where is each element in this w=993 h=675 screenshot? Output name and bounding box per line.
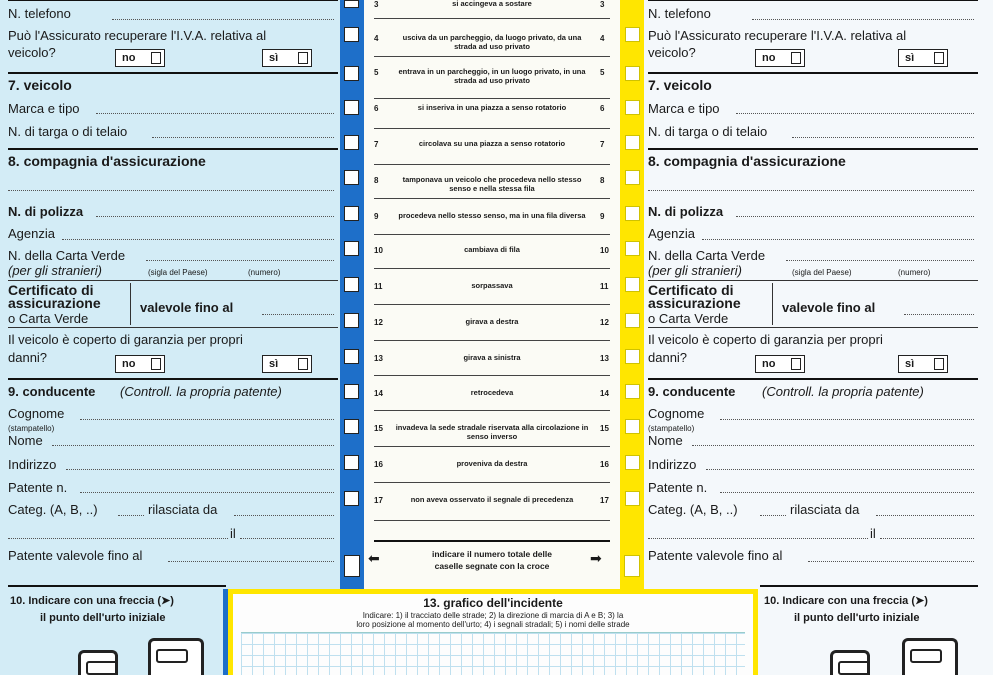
checkbox-a-11[interactable]	[344, 277, 359, 292]
section-10-b-title: 10. Indicare con una freccia (➤)	[764, 595, 928, 607]
patente-valevole-b-label: Patente valevole fino al	[648, 548, 783, 563]
circumstance-row-5	[364, 64, 620, 98]
numero-label: (numero)	[248, 268, 281, 277]
circumstance-number-b: 13	[600, 354, 609, 363]
circumstance-row-14	[364, 385, 620, 419]
checkbox-a-total[interactable]	[344, 555, 360, 577]
valevole-b-field[interactable]	[904, 314, 974, 315]
circumstance-number-b: 12	[600, 318, 609, 327]
targa-b-field[interactable]	[792, 137, 974, 138]
circumstance-number-b: 16	[600, 460, 609, 469]
il-b-field[interactable]	[880, 538, 974, 539]
circumstance-text: girava a destra	[465, 317, 519, 326]
circumstance-text: cambiava di fila	[464, 245, 520, 254]
stranieri-label: (per gli stranieri)	[8, 263, 102, 278]
checkbox-b-11[interactable]	[625, 277, 640, 292]
numero-b-label: (numero)	[898, 268, 931, 277]
garanzia-no-checkbox[interactable]: no	[115, 355, 165, 373]
circumstance-divider	[374, 164, 610, 165]
circumstance-row-10	[364, 242, 620, 276]
circumstance-divider	[374, 375, 610, 376]
truck-front-icon[interactable]	[148, 638, 204, 675]
rilasciata-b-field[interactable]	[876, 515, 974, 516]
garanzia-b-question: Il veicolo è coperto di garanzia per propri	[648, 332, 883, 347]
checkbox-a-5[interactable]	[344, 66, 359, 81]
indirizzo-b-field[interactable]	[706, 469, 974, 470]
stampatello-b-label: (stampatello)	[648, 424, 695, 433]
polizza-field[interactable]	[96, 216, 334, 217]
checkbox-b-9[interactable]	[625, 206, 640, 221]
circumstance-divider	[374, 482, 610, 483]
circumstance-number-a: 13	[374, 354, 383, 363]
circumstance-row-11	[364, 278, 620, 312]
checkbox-a-12[interactable]	[344, 313, 359, 328]
circumstance-number-b: 3	[600, 0, 605, 9]
targa-b-label: N. di targa o di telaio	[648, 124, 768, 139]
circumstance-divider	[374, 56, 610, 57]
circumstance-divider	[374, 198, 610, 199]
circumstance-number-a: 6	[374, 104, 379, 113]
circumstance-number-a: 12	[374, 318, 383, 327]
section-7-title: 7. veicolo	[8, 77, 72, 93]
circumstance-number-b: 11	[600, 282, 609, 291]
section-8-title: 8. compagnia d'assicurazione	[8, 153, 206, 169]
checkbox-b-10[interactable]	[625, 241, 640, 256]
iva-b-no-checkbox[interactable]: no	[755, 49, 805, 67]
totale-box	[364, 540, 620, 580]
checkbox-a-3[interactable]	[344, 0, 359, 8]
circumstance-row-3	[364, 0, 620, 30]
marca-field[interactable]	[96, 113, 334, 114]
graph-note-2: loro posizione al momento dell'urto; 4) i segnali stradali; 5) i nomi delle strade	[356, 620, 630, 629]
circumstance-text: circolava su una piazza a senso rotatorio	[418, 139, 566, 148]
checkbox-b-15[interactable]	[625, 419, 640, 434]
circumstance-text: entrava in un parcheggio, in un luogo privato, in una strada ad uso privato	[398, 67, 586, 85]
section-10-b-subtitle: il punto dell'urto iniziale	[794, 612, 920, 624]
checkbox-b-total[interactable]	[624, 555, 640, 577]
garanzia-si-checkbox[interactable]: sì	[262, 355, 312, 373]
circumstance-number-b: 14	[600, 389, 609, 398]
circumstances-list	[364, 0, 620, 590]
circumstance-number-b: 17	[600, 496, 609, 505]
checkbox-a-8[interactable]	[344, 170, 359, 185]
circumstance-number-b: 5	[600, 68, 605, 77]
patente-label: Patente n.	[8, 480, 68, 495]
agenzia-field[interactable]	[62, 239, 334, 240]
circumstance-row-9	[364, 208, 620, 242]
car-front-b-icon[interactable]	[830, 650, 870, 675]
categ-label: Categ. (A, B, ..)	[8, 502, 98, 517]
circumstance-row-8	[364, 172, 620, 206]
circumstance-number-a: 9	[374, 212, 379, 221]
sigla-b-label: (sigla del Paese)	[792, 268, 852, 277]
iva-b-question-cont: veicolo?	[648, 45, 696, 60]
checkbox-a-7[interactable]	[344, 135, 359, 150]
circumstance-text: non aveva osservato il segnale di precedenza	[410, 495, 574, 504]
checkbox-a-17[interactable]	[344, 491, 359, 506]
cognome-b-field[interactable]	[720, 419, 974, 420]
rilasciata-label: rilasciata da	[148, 502, 218, 517]
cognome-field[interactable]	[80, 419, 334, 420]
telefono-b-label: N. telefono	[648, 6, 711, 21]
circumstance-number-a: 11	[374, 282, 383, 291]
car-front-icon[interactable]	[78, 650, 118, 675]
circumstance-row-15	[364, 420, 620, 454]
circumstance-divider	[374, 410, 610, 411]
cert-label-1: Certificato di	[8, 282, 94, 298]
compagnia-field[interactable]	[8, 190, 334, 191]
iva-b-si-checkbox[interactable]: sì	[898, 49, 948, 67]
circumstance-divider	[374, 268, 610, 269]
circumstance-number-a: 5	[374, 68, 379, 77]
circumstance-number-a: 8	[374, 176, 379, 185]
circumstance-text: usciva da un parcheggio, da luogo privato, da una strada ad uso privato	[402, 33, 582, 51]
circumstance-number-b: 7	[600, 140, 605, 149]
circumstance-row-4	[364, 30, 620, 64]
patente-valevole-b-field[interactable]	[808, 561, 974, 562]
marca-b-field[interactable]	[736, 113, 974, 114]
garanzia-b-no-checkbox[interactable]: no	[755, 355, 805, 373]
circumstance-row-13	[364, 350, 620, 384]
circumstance-divider	[374, 18, 610, 19]
circumstance-number-b: 10	[600, 246, 609, 255]
patente-b-label: Patente n.	[648, 480, 708, 495]
targa-label: N. di targa o di telaio	[8, 124, 128, 139]
section-9-note: (Controll. la propria patente)	[120, 384, 282, 399]
section-9-b-note: (Controll. la propria patente)	[762, 384, 924, 399]
checkbox-a-10[interactable]	[344, 241, 359, 256]
rilasciata-field[interactable]	[234, 515, 334, 516]
nome-label: Nome	[8, 433, 43, 448]
totale-label-1: indicare il numero totale delle	[432, 549, 552, 559]
cert-label-2: assicurazione	[8, 295, 101, 311]
circumstance-text: si inseriva in una piazza a senso rotatorio	[417, 103, 567, 112]
patente-valevole-field[interactable]	[168, 561, 334, 562]
stampatello-label: (stampatello)	[8, 424, 55, 433]
checkbox-b-16[interactable]	[625, 455, 640, 470]
circumstance-number-a: 7	[374, 140, 379, 149]
circumstance-row-16	[364, 456, 620, 490]
stranieri-b-label: (per gli stranieri)	[648, 263, 742, 278]
cert-b-label-1: Certificato di	[648, 282, 734, 298]
section-8-b-title: 8. compagnia d'assicurazione	[648, 153, 846, 169]
garanzia-question: Il veicolo è coperto di garanzia per propri	[8, 332, 243, 347]
checkbox-b-5[interactable]	[625, 66, 640, 81]
circumstance-number-b: 9	[600, 212, 605, 221]
circumstance-number-a: 4	[374, 34, 379, 43]
categ-field[interactable]	[118, 515, 144, 516]
telefono-b-field[interactable]	[752, 19, 974, 20]
rilasciata-field-cont	[8, 538, 228, 539]
circumstance-text: procedeva nello stesso senso, ma in una fila diversa	[398, 211, 586, 220]
circumstance-number-a: 14	[374, 389, 383, 398]
garanzia-question-cont: danni?	[8, 350, 48, 365]
circumstance-row-12	[364, 314, 620, 348]
garanzia-b-si-checkbox[interactable]: sì	[898, 355, 948, 373]
section-9-title: 9. conducente	[8, 384, 96, 399]
section-10-subtitle: il punto dell'urto iniziale	[40, 612, 166, 624]
circumstance-text: girava a sinistra	[463, 353, 521, 362]
iva-question-cont: veicolo?	[8, 45, 56, 60]
il-b-label: il	[870, 526, 876, 541]
nome-field[interactable]	[52, 445, 334, 446]
garanzia-b-question-cont: danni?	[648, 350, 688, 365]
circumstance-divider	[374, 234, 610, 235]
categ-b-field[interactable]	[760, 515, 786, 516]
checkbox-a-14[interactable]	[344, 384, 359, 399]
circumstance-text: retrocedeva	[470, 388, 514, 397]
checkbox-b-8[interactable]	[625, 170, 640, 185]
indirizzo-field[interactable]	[66, 469, 334, 470]
rilasciata-b-label: rilasciata da	[790, 502, 860, 517]
patente-valevole-label: Patente valevole fino al	[8, 548, 143, 563]
agenzia-b-field[interactable]	[702, 239, 974, 240]
agenzia-label: Agenzia	[8, 226, 55, 241]
circumstance-divider	[374, 446, 610, 447]
circumstance-text: sorpassava	[471, 281, 513, 290]
cognome-b-label: Cognome	[648, 406, 705, 421]
patente-b-field[interactable]	[720, 492, 974, 493]
nome-b-field[interactable]	[692, 445, 974, 446]
arrow-right-icon: ➡	[590, 550, 602, 566]
telefono-field[interactable]	[112, 19, 334, 20]
cert-b-label-2: assicurazione	[648, 295, 741, 311]
circumstance-divider	[374, 98, 610, 99]
indirizzo-label: Indirizzo	[8, 457, 57, 472]
arrow-left-icon: ⬅	[368, 550, 380, 566]
circumstance-number-a: 16	[374, 460, 383, 469]
circumstance-number-b: 4	[600, 34, 605, 43]
agenzia-b-label: Agenzia	[648, 226, 695, 241]
cognome-label: Cognome	[8, 406, 65, 421]
circumstance-number-a: 10	[374, 246, 383, 255]
rilasciata-b-field-cont	[648, 538, 868, 539]
circumstance-number-b: 15	[600, 424, 609, 433]
truck-front-b-icon[interactable]	[902, 638, 958, 675]
nome-b-label: Nome	[648, 433, 683, 448]
il-label: il	[230, 526, 236, 541]
incident-sketch-area[interactable]	[228, 589, 758, 675]
circumstance-number-b: 6	[600, 104, 605, 113]
section-10-title: 10. Indicare con una freccia (➤)	[10, 595, 174, 607]
carta-verde-field[interactable]	[146, 260, 334, 261]
iva-no-checkbox[interactable]: no	[115, 49, 165, 67]
iva-question: Può l'Assicurato recuperare l'I.V.A. relativa al	[8, 28, 267, 43]
telefono-label: N. telefono	[8, 6, 71, 21]
graph-title: 13. grafico dell'incidente	[423, 596, 563, 610]
checkbox-b-7[interactable]	[625, 135, 640, 150]
section-7-b-title: 7. veicolo	[648, 77, 712, 93]
indirizzo-b-label: Indirizzo	[648, 457, 697, 472]
valevole-b-label: valevole fino al	[782, 300, 876, 315]
circumstance-text: tamponava un veicolo che procedeva nello stesso senso e nella stessa fila	[402, 175, 582, 193]
circumstance-number-a: 15	[374, 424, 383, 433]
polizza-label: N. di polizza	[8, 204, 84, 219]
polizza-b-label: N. di polizza	[648, 204, 724, 219]
iva-si-checkbox[interactable]: sì	[262, 49, 312, 67]
checkbox-b-14[interactable]	[625, 384, 640, 399]
graph-note-1: Indicare: 1) il tracciato delle strade; 2) la direzione di marcia di A e B; 3) la	[362, 611, 624, 620]
checkbox-a-9[interactable]	[344, 206, 359, 221]
circumstance-divider	[374, 520, 610, 521]
cert-label-3: o Carta Verde	[8, 311, 89, 326]
circumstance-divider	[374, 304, 610, 305]
checkbox-a-4[interactable]	[344, 27, 359, 42]
checkbox-b-13[interactable]	[625, 349, 640, 364]
patente-field[interactable]	[80, 492, 334, 493]
carta-verde-b-field[interactable]	[786, 260, 974, 261]
circumstance-number-a: 17	[374, 496, 383, 505]
checkbox-b-4[interactable]	[625, 27, 640, 42]
cert-b-label-3: o Carta Verde	[648, 311, 729, 326]
polizza-b-field[interactable]	[736, 216, 974, 217]
marca-label: Marca e tipo	[8, 101, 80, 116]
sigla-label: (sigla del Paese)	[148, 268, 208, 277]
sketch-grid[interactable]	[241, 632, 745, 675]
circumstance-text: si accingeva a sostare	[452, 0, 532, 8]
targa-field[interactable]	[152, 137, 334, 138]
circumstance-text: invadeva la sede stradale riservata alla circolazione in senso inverso	[395, 423, 589, 441]
circumstance-divider	[374, 340, 610, 341]
valevole-label: valevole fino al	[140, 300, 234, 315]
circumstance-divider	[374, 128, 610, 129]
compagnia-b-field[interactable]	[648, 190, 974, 191]
totale-label-2: caselle segnate con la croce	[434, 561, 550, 571]
checkbox-b-6[interactable]	[625, 100, 640, 115]
circumstance-number-a: 3	[374, 0, 379, 9]
carta-verde-label: N. della Carta Verde	[8, 248, 126, 263]
circumstance-text: proveniva da destra	[456, 459, 528, 468]
marca-b-label: Marca e tipo	[648, 101, 720, 116]
checkbox-a-6[interactable]	[344, 100, 359, 115]
checkbox-b-12[interactable]	[625, 313, 640, 328]
carta-verde-b-label: N. della Carta Verde	[648, 248, 766, 263]
il-field[interactable]	[240, 538, 334, 539]
iva-b-question: Può l'Assicurato recuperare l'I.V.A. relativa al	[648, 28, 907, 43]
checkbox-a-13[interactable]	[344, 349, 359, 364]
checkbox-b-17[interactable]	[625, 491, 640, 506]
circumstance-number-b: 8	[600, 176, 605, 185]
categ-b-label: Categ. (A, B, ..)	[648, 502, 738, 517]
checkbox-a-15[interactable]	[344, 419, 359, 434]
section-9-b-title: 9. conducente	[648, 384, 736, 399]
valevole-field[interactable]	[262, 314, 334, 315]
checkbox-a-16[interactable]	[344, 455, 359, 470]
